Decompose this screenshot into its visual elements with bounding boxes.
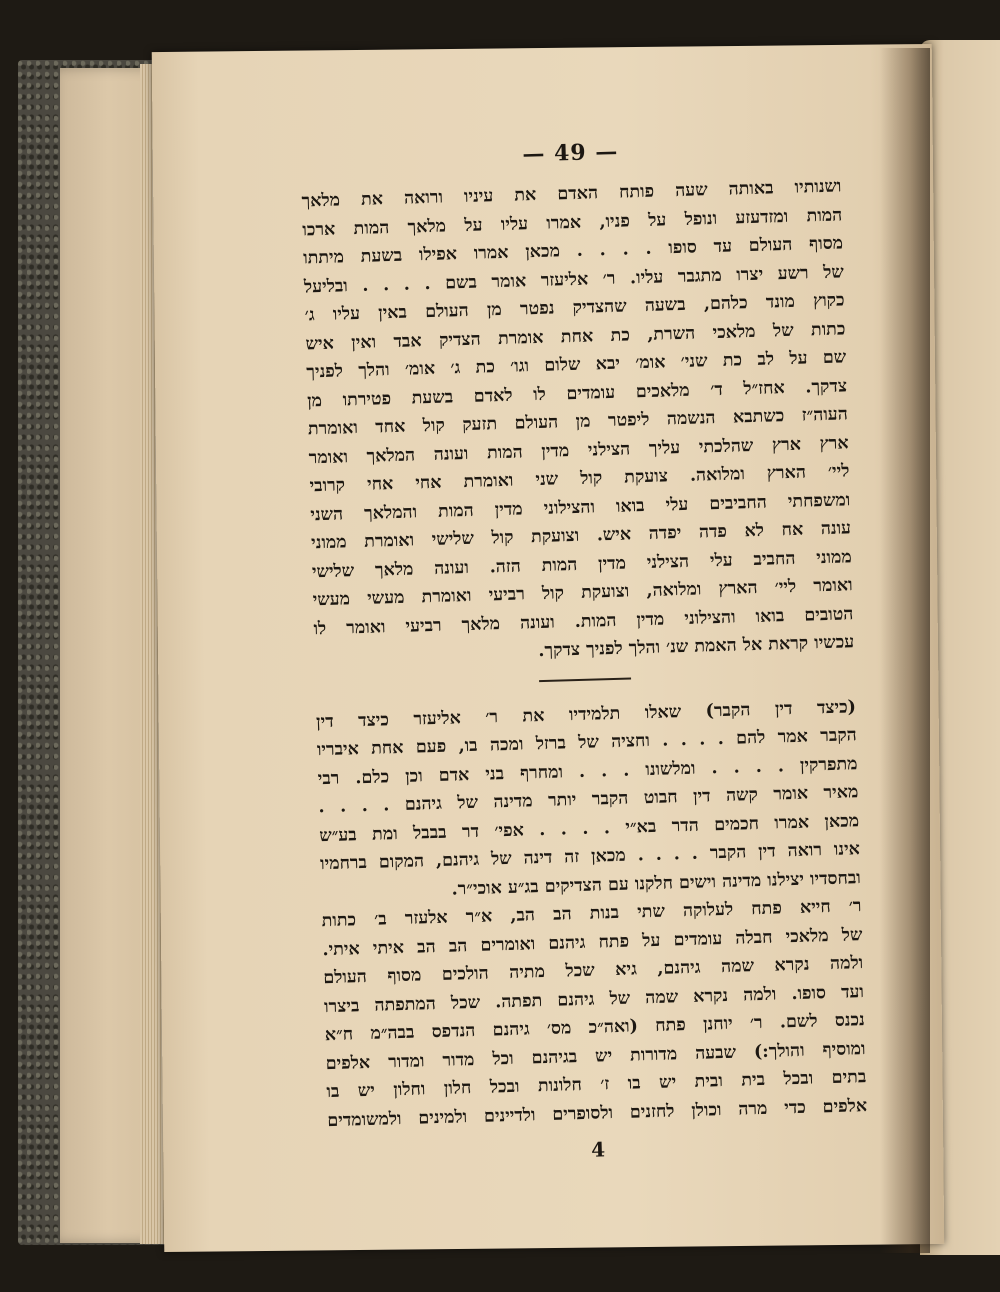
text-line: ומשפחתי החביבים עלי בואו והצילוני מדין המות והמלאך השני (310, 489, 851, 525)
text-line: ליי׳ הארץ ומלואה. צועקת קול שני ואומרת אחי אחי קרובי (309, 461, 850, 497)
text-line: (כיצד דין הקבר) שאלו תלמידיו את ר׳ אליעזר כיצד דין (315, 696, 857, 732)
text-line: ומוסיף והולך:) שבעה מדורות יש בגיהנם וכל מדור ומדור אלפים (325, 1038, 866, 1074)
text-line: אינו רואה דין הקבר . . . . מכאן זה דינה של גיהנם, המקום ברחמיו (319, 839, 861, 875)
text-line: ושנותיו באותה שעה פותח האדם את עיניו ורואה את מלאך (301, 176, 842, 212)
section-2 (316, 693, 868, 1135)
text-line: מסוף העולם עד סופו . . . . מכאן אמרו אפילו בשעת מיתתו (302, 233, 844, 269)
text-line: העוה״ז כשתבא הנשמה ליפטר מן העולם תזעק קול אחד ואומרת (307, 404, 849, 440)
text-line: מתפרקין . . . . ומלשונו . . . ומחרף בני אדם וכן כלם. רבי (317, 753, 858, 789)
text-line: ולמה נקרא שמה גיהנם, גיא שכל מתיה הולכים מסוף העולם (323, 953, 864, 989)
page-number: — 49 — (522, 138, 619, 168)
text-line: ר׳ חייא פתח לעלוקה שתי בנות הב הב, א״ר אלעזר ב׳ כתות (321, 896, 862, 932)
text-line: המות ומזדעזע ונופל על פניו, אמרו עליו על מלאך המות ארכו (302, 204, 843, 241)
text-line: ובחסדיו יצילנו מדינה וישים חלקנו עם הצדיקים בג״ע אוכי״ר. (451, 867, 861, 900)
text-line: של מלאכי חבלה עומדים על פתח גיהנם ואומרים הב הב איתי איתי. (322, 924, 863, 960)
text-line: ארץ ארץ שהלכתי עליך הצילני מדין המות ועונה המלאך ואומר (308, 432, 849, 468)
text-line: מכאן אמרו חכמים הדר בא״י . . . . אפי׳ דר בבבל ומת בע״ש (319, 810, 860, 846)
text-line: ממוני החביב עלי הצילני מדין המות הזה. ועונה מלאך שלישי (311, 546, 853, 582)
text-line: הטובים בואו והצילוני מדין המות. ועונה מלאך רביעי ואומר לו (313, 603, 854, 639)
text-line: צדקך. אחז״ל ד׳ מלאכים עומדים לו לאדם בשעת פטירתו מן (306, 375, 848, 411)
text-line: שם על לב כת שני׳ אומ׳ יבא שלום וגו׳ כת ג׳ אומ׳ והלך לפניך (306, 347, 847, 383)
text-line: בתים ובכל בית ובית יש בו ז׳ חלונות ובכל חלון וחלון יש בו (326, 1067, 867, 1103)
text-line: עכשיו קראת אל האמת שנ׳ והלך לפניך צדקך. (538, 632, 855, 662)
section-divider (539, 677, 631, 682)
text-line: נכנס לשם. ר׳ יוחנן פתח (ואה״כ מס׳ גיהנם הנדפס בבה״מ ח״א (324, 1010, 865, 1046)
text-line: ועד סופו. ולמה נקרא שמה של גיהנם תפתה. שכל המתפתה ביצרו (323, 981, 865, 1017)
section-1 (301, 172, 854, 671)
text-line: עונה אח לא פדה יפדה איש. וצועקת קול שלישי ואומרת ממוני (310, 518, 852, 554)
page-text (300, 132, 868, 1169)
text-line: ואומר ליי׳ הארץ ומלואה, וצועקת קול רביעי ואומרת מעשי מעשי (312, 575, 853, 611)
text-line: כתות של מלאכי השרת, כת אחת אומרת הצדיק אבד ואין איש (305, 318, 846, 354)
text-line: מאיר אומר קשה דין חבוט הקבר יותר מדינה של גיהנם . . . . (318, 782, 859, 818)
text-line: של רשע יצרו מתגבר עליו. ר׳ אליעזר אומר בשם . . . . ובליעל (303, 261, 845, 297)
page-gutter-shadow (880, 48, 930, 1253)
text-line: כקוץ מונד כלהם, בשעה שהצדיק נפטר מן העולם באין עליו ג׳ (304, 290, 845, 326)
signature-mark: 4 (590, 1137, 606, 1162)
text-line: אלפים כדי מרה וכולן לחזנים ולסופרים ולדיינים ולמינים ולמשומדים (327, 1095, 868, 1131)
text-line: הקבר אמר להם . . . . וחציה של ברזל ומכה בו, פעם אחת איבריו (316, 725, 858, 761)
